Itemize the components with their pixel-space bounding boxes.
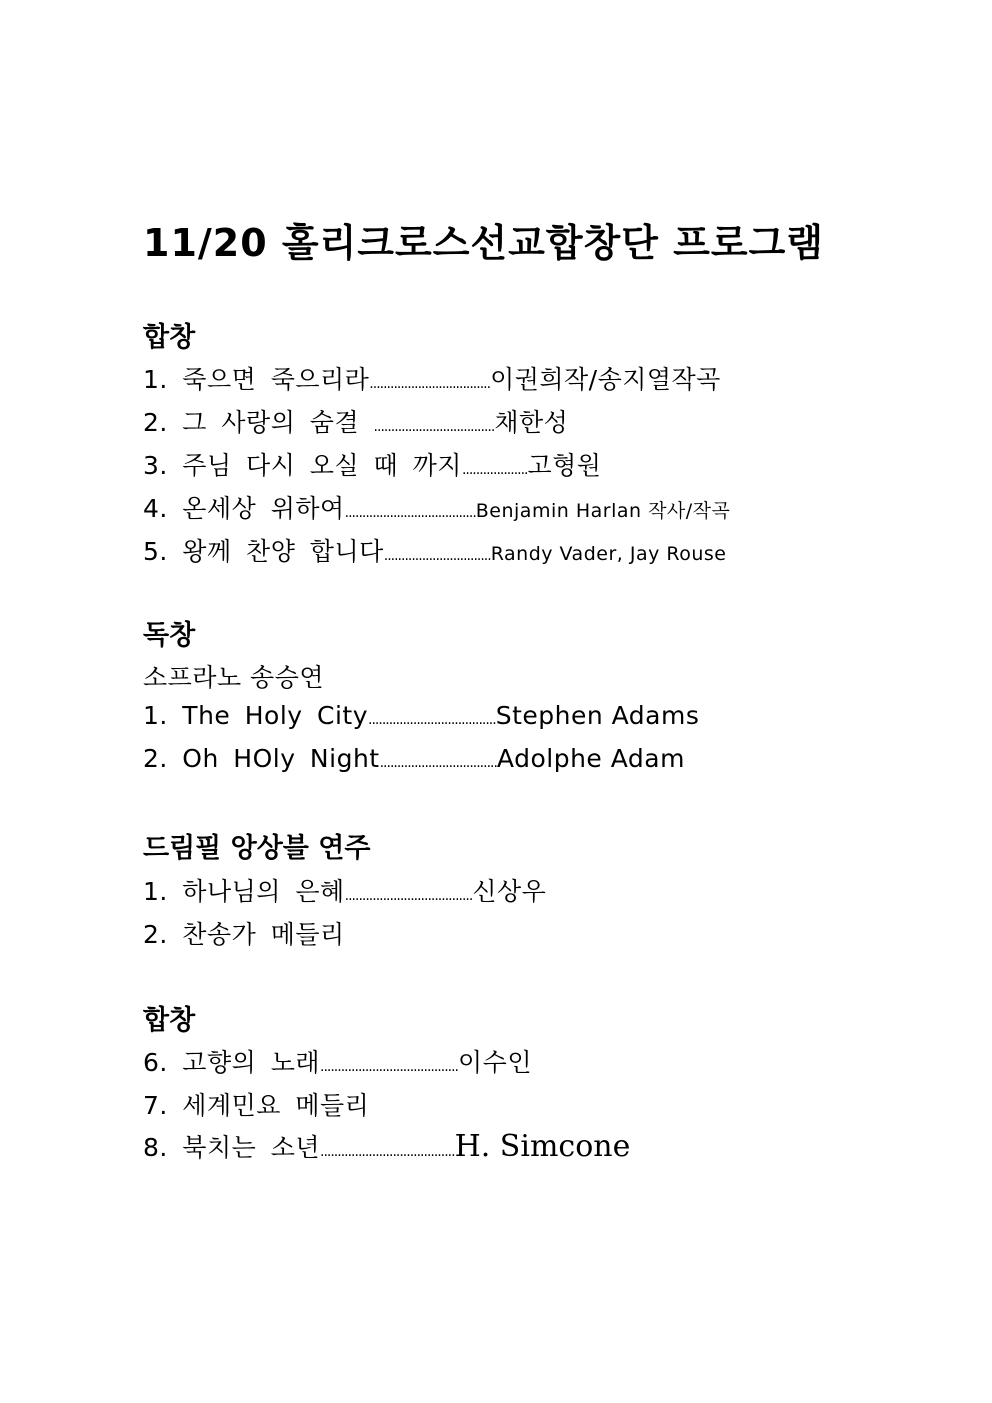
leader-dots: .................................. <box>379 755 497 771</box>
leader-dots: ........................................ <box>320 1059 459 1075</box>
item-title: 2. 그 사랑의 숨결 <box>143 408 374 437</box>
section-heading-chorus-2: 합창 <box>143 1005 196 1036</box>
leader-dots: ..................................... <box>368 712 496 728</box>
item-title: 7. 세계민요 메들리 <box>143 1091 370 1120</box>
leader-dots: ....................................... <box>320 1144 455 1160</box>
item-composer: 신상우 <box>472 877 547 906</box>
program-item <box>143 872 546 908</box>
item-composer: 이수인 <box>458 1048 532 1077</box>
item-title: 3. 주님 다시 오실 때 까지 <box>143 451 462 480</box>
program-item <box>143 701 699 730</box>
program-item <box>143 532 726 568</box>
item-composer: 고형원 <box>527 451 602 480</box>
item-composer: Randy Vader, Jay Rouse <box>490 543 727 565</box>
program-item <box>143 360 721 396</box>
leader-dots: ................... <box>461 462 528 478</box>
item-title: 1. 죽으면 죽으리라 <box>143 365 370 394</box>
item-title: 1. The Holy City <box>143 701 369 730</box>
item-composer: 채한성 <box>494 408 569 437</box>
item-composer: 이권희작/송지열작곡 <box>490 365 721 394</box>
item-title: 2. Oh HOly Night <box>143 744 380 773</box>
program-item <box>143 1086 369 1122</box>
item-title: 6. 고향의 노래 <box>143 1048 320 1077</box>
section-heading-solo: 독창 <box>143 620 196 651</box>
soloist-name: 소프라노 송승연 <box>143 663 324 692</box>
program-item <box>143 1128 630 1164</box>
item-title: 5. 왕께 찬양 합니다 <box>143 537 384 566</box>
leader-dots: ...................................... <box>344 505 476 521</box>
item-composer: Stephen Adams <box>495 701 700 730</box>
program-item <box>143 446 601 482</box>
item-title: 1. 하나님의 은혜 <box>143 877 345 906</box>
item-title: 2. 찬송가 메들리 <box>143 920 345 949</box>
item-composer: Adolphe Adam <box>496 744 685 773</box>
program-item <box>143 403 568 439</box>
program-item <box>143 915 345 951</box>
item-title: 8. 북치는 소년 <box>143 1133 320 1162</box>
leader-dots: ..................................... <box>344 888 473 904</box>
leader-dots: ................................... <box>369 376 491 392</box>
item-composer: Benjamin Harlan 작사/작곡 <box>475 500 731 522</box>
program-item <box>143 1043 532 1079</box>
page-title: 11/20 홀리크로스선교합창단 프로그램 <box>143 221 825 265</box>
leader-dots: ............................... <box>383 548 491 564</box>
item-composer: H. Simcone <box>454 1129 631 1164</box>
program-item <box>143 744 685 773</box>
program-item <box>143 489 730 525</box>
section-heading-chorus-1: 합창 <box>143 322 196 353</box>
leader-dots: ................................... <box>373 419 495 435</box>
section-heading-ensemble: 드림필 앙상블 연주 <box>143 833 371 864</box>
item-title: 4. 온세상 위하여 <box>143 494 345 523</box>
